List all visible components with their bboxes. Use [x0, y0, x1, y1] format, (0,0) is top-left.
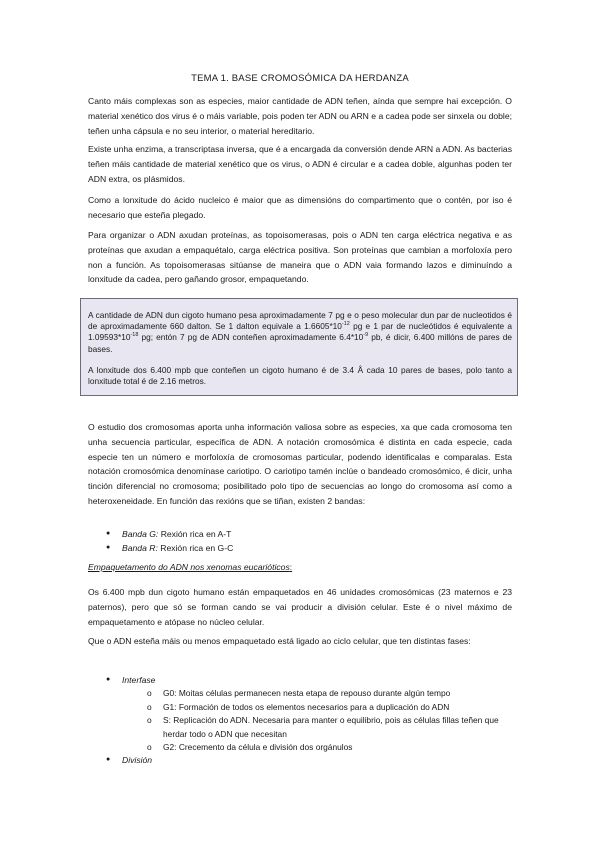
page-title: TEMA 1. BASE CROMOSÓMICA DA HERDANZA — [191, 73, 409, 84]
list-item-interfase: ● Interfase — [106, 673, 155, 687]
sub-list-item: o G1: Formación de todos os elementos necesarios para a duplicación do ADN — [147, 701, 512, 715]
phases-list-division — [106, 753, 152, 767]
section-heading: Empaquetamento do ADN nos xenomas eucarióticos: — [88, 562, 293, 572]
sub-list-item: o S: Replicación do ADN. Necesaria para manter o equilibrio, pois as células fillas teñen que herdar todo o ADN que necesitan — [147, 714, 512, 741]
info-box — [80, 298, 518, 396]
paragraph-intro: Canto máis complexas son as especies, maior cantidade de ADN teñen, aínda que sempre hai excepción. O material xenético dos virus é o máis variable, pois poden ter ADN ou ARN e a cadea pode ser sinxela ou doble; teñen unha cápsula e no seu interior, o material hereditario. — [88, 96, 512, 136]
bands-list — [106, 527, 233, 555]
sub-list-item: o G0: Moitas células permanecen nesta etapa de repouso durante algún tempo — [147, 687, 512, 701]
paragraph-karyotype: O estudio dos cromosomas aporta unha información valiosa sobre as especies, xa que cada cromosoma ten unha secuencia particular, específica de ADN. A notación cromosómica é distinta en cada especie, cada especie ten un número e morfoloxía de cromosomas particular, podendo identificalas e comparalas. Esta notación cromosómica denomínase cariotipo. O cariotipo tamén inclúe o bandeado cromosómico, é dicir, unha tinción diferencial no cromosoma; posibilitado polo tipo de secuencias ao longo do cromosoma así como a heteroxeneidade. En función das rexións que se tiñan, existen 2 bandas: — [88, 422, 512, 506]
paragraph-packaging: Os 6.400 mpb dun cigoto humano están empaquetados en 46 unidades cromosómicas (23 maternos e 23 paternos), pero que só se forman cando se vai producir a división celular. Este é o nivel máximo de empaquetamento e atópase no núcleo celular. — [88, 587, 512, 627]
paragraph-cell-cycle: Que o ADN esteña máis ou menos empaquetado está ligado ao ciclo celular, que ten distintas fases: — [88, 636, 471, 646]
list-item: ● Banda R: Rexión rica en G-C — [106, 541, 233, 555]
interfase-sublist — [147, 687, 512, 755]
sub-list-item: o G2: Crecemento da célula e división dos orgánulos — [147, 741, 512, 755]
info-box-mass-paragraph: A cantidade de ADN dun cigoto humano pesa aproximadamente 7 pg e o peso molecular dun par de nucleotidos é de aproximadamente 660 dalton. Se 1 dalton equivale a $1.6605*10^{-12}$ pg e 1 par de nucleótidos é equivalente a $1.09593*10^{-18}$ pg; entón 7 pg de ADN conteñen aproximadamente $6.4*10^{-9}$ pb, é dicir, 6.400 millóns de pares de bases. — [88, 310, 512, 354]
list-item-division: ● División — [106, 753, 152, 767]
info-box-length-paragraph: A lonxitude dos 6.400 mpb que conteñen un cigoto humano é de 3.4 Å cada 10 pares de bases, polo tanto a lonxitude total é de 2.16 metros. — [88, 365, 512, 387]
paragraph-topoisomerases: Para organizar o ADN axudan proteínas, as topoisomerasas, pois o ADN ten carga eléctrica negativa e as proteínas que axudan a empaquétalo, carga eléctrica positiva. Son proteínas que cambian a morfoloxía pero non a función. As topoisomerasas sitúanse de maneira que o ADN vaia formando lazos e diminuíndo a lonxitude da cadea, pero gañando grosor, empaquetando. — [88, 230, 512, 285]
paragraph-transcriptase: Existe unha enzima, a transcriptasa inversa, que é a encargada da conversión dende ARN a ADN. As bacterias teñen máis cantidade de material xenético que os virus, o ADN é circular e a cadea doble, algunhas poden ter ADN extra, os plásmidos. — [88, 144, 512, 184]
phases-list — [106, 673, 155, 687]
list-item: ● Banda G: Rexión rica en A-T — [106, 527, 233, 541]
paragraph-length: Como a lonxitude do ácido nucleico é maior que as dimensións do compartimento que o contén, por iso é necesario que esteña plegado. — [88, 195, 512, 220]
